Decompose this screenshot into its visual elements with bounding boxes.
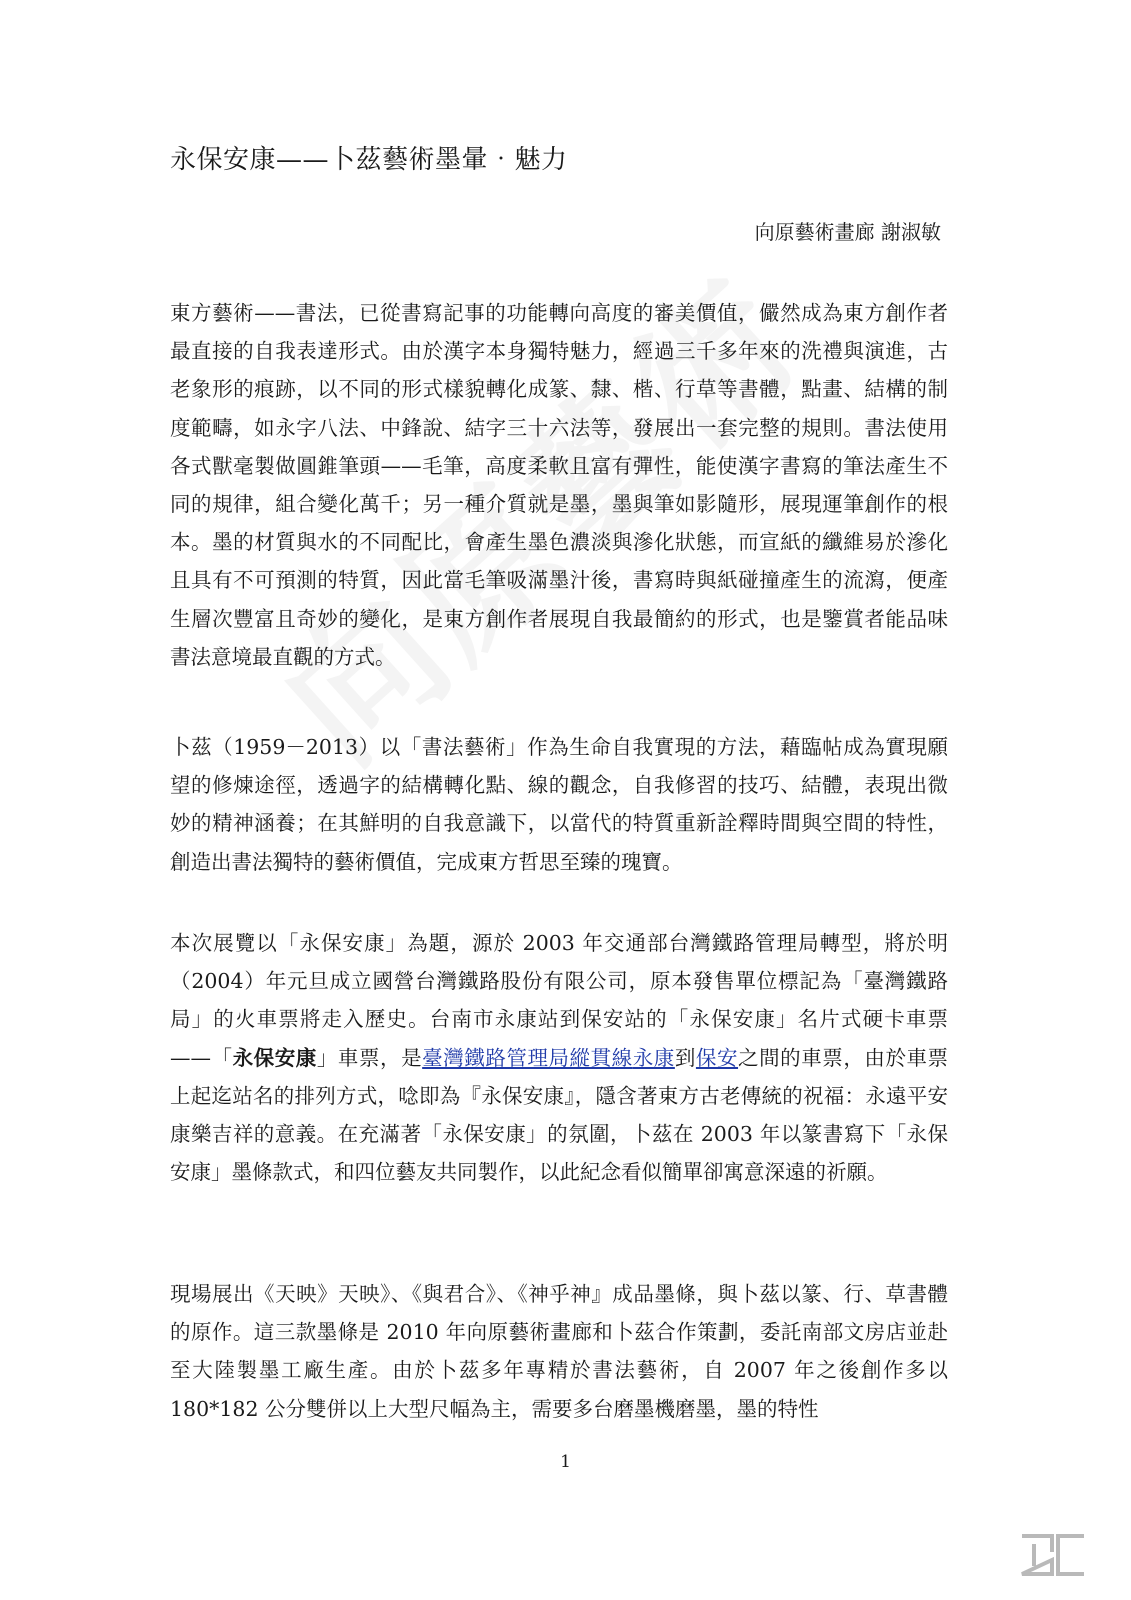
author-line: 向原藝術畫廊 謝淑敏 — [754, 220, 941, 244]
page-number: 1 — [560, 1452, 571, 1472]
paragraph-3-part-1: 本次展覽以「永保安康」為題，源於 2003 年交通部台灣鐵路管理局轉型，將於明（2004）年元旦成立國營台灣鐵路股份有限公司，原本發售單位標記為「臺灣鐵路局」的火車票將走入歷史。台南市永康站到保安站的「永保安康」名片式硬卡車票——「 — [170, 931, 948, 1070]
paragraph-4: 現場展出《天映》天映》、《與君合》、《神乎神』成品墨條，與卜茲以篆、行、草書體的原作。這三款墨條是 2010 年向原藝術畫廊和卜茲合作策劃，委託南部文房店並赴至大陸製墨工廠生產。由於卜茲多年專精於書法藝術，自 2007 年之後創作多以 180*182 公分雙併以上大型尺幅為主，需要多台磨墨機磨墨，墨的特性 — [170, 1282, 948, 1421]
paragraph-1: 東方藝術——書法，已從書寫記事的功能轉向高度的審美價值，儼然成為東方創作者最直接的自我表達形式。由於漢字本身獨特魅力，經過三千多年來的洗禮與演進，古老象形的痕跡，以不同的形式樣貌轉化成篆、隸、楷、行草等書體，點畫、結構的制度範疇，如永字八法、中鋒說、結字三十六法等，發展出一套完整的規則。書法使用各式獸毫製做圓錐筆頭——毛筆，高度柔軟且富有彈性，能使漢字書寫的筆法產生不同的規律，組合變化萬千；另一種介質就是墨，墨與筆如影隨形，展現運筆創作的根本。墨的材質與水的不同配比，會產生墨色濃淡與滲化狀態，而宣紙的纖維易於滲化且具有不可預測的特質，因此當毛筆吸滿墨汁後，書寫時與紙碰撞產生的流瀉，便產生層次豐富且奇妙的變化，是東方創作者展現自我最簡約的形式，也是鑒賞者能品味書法意境最直觀的方式。 — [170, 301, 948, 669]
paragraph-3 — [170, 924, 948, 1191]
document-title: 永保安康——卜茲藝術墨暈‧魅力 — [170, 145, 568, 175]
paragraph-3-part-4: 之間的車票，由於車票上起迄站名的排列方式，唸即為『永保安康』，隱含著東方古老傳統的祝福：永遠平安康樂吉祥的意義。在充滿著「永保安康」的氛圍，卜茲在 2003 年以篆書寫下「永保安康」墨條款式，和四位藝友共同製作，以此紀念看似簡單卻寓意深遠的祈願。 — [170, 1045, 949, 1185]
link-yongkang-station[interactable]: 永康 — [632, 1045, 675, 1070]
link-railway-line[interactable]: 臺灣鐵路管理局縱貫線 — [422, 1045, 633, 1070]
paragraph-3-part-3: 到 — [674, 1045, 696, 1070]
doc88-logo-icon[interactable] — [1018, 1530, 1088, 1580]
paragraph-2: 卜茲（1959－2013）以「書法藝術」作為生命自我實現的方法，藉臨帖成為實現願望的修煉途徑，透過字的結構轉化點、線的觀念，自我修習的技巧、結體，表現出微妙的精神涵養；在其鮮明的自我意識下，以當代的特質重新詮釋時間與空間的特性，創造出書法獨特的藝術價值，完成東方哲思至臻的瑰寶。 — [170, 735, 948, 874]
paragraph-3-part-2: 」車票，是 — [316, 1045, 423, 1070]
link-baoan-station[interactable]: 保安 — [695, 1045, 739, 1070]
ticket-name-bold: 永保安康 — [232, 1045, 317, 1070]
